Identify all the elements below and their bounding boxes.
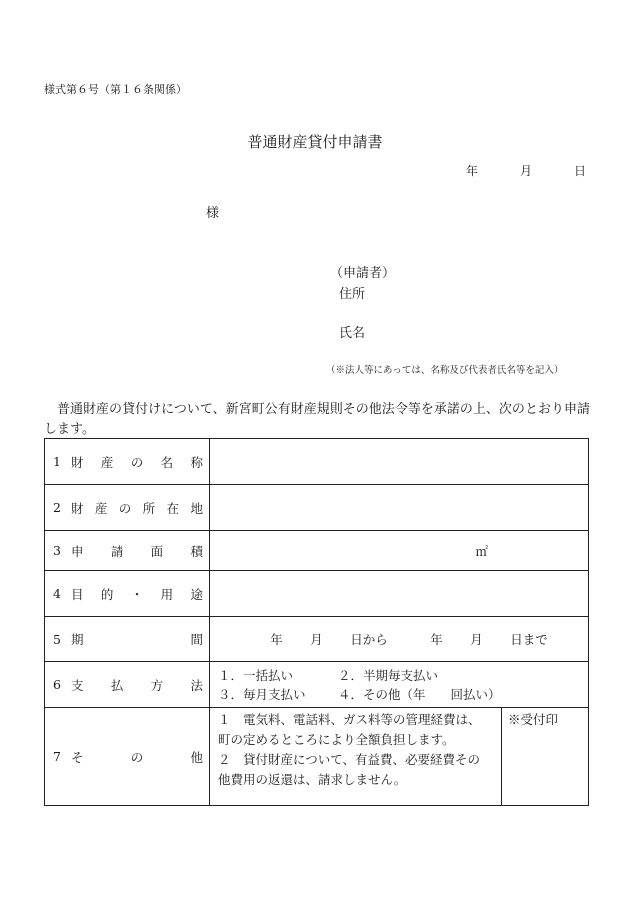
row-label bbox=[45, 571, 210, 617]
label-char: 法 bbox=[190, 677, 203, 693]
label-char: 財 bbox=[71, 500, 84, 516]
corporation-note: （※法人等にあっては、名称及び代表者氏名等を記入） bbox=[326, 365, 564, 376]
other-line: 他費用の返還は、請求しません。 bbox=[218, 772, 407, 787]
period-text bbox=[210, 630, 588, 648]
period-year-to: 年 bbox=[430, 632, 443, 647]
label-char: 在 bbox=[166, 500, 180, 516]
label-text bbox=[71, 676, 203, 694]
label-char: 方 bbox=[150, 677, 164, 693]
label-text bbox=[71, 748, 203, 766]
label-text bbox=[71, 585, 203, 603]
row-label bbox=[45, 708, 210, 806]
row-number: 6 bbox=[53, 677, 61, 692]
label-char: 目 bbox=[71, 586, 84, 602]
date-month: 月 bbox=[520, 164, 533, 178]
row-number: 2 bbox=[53, 500, 61, 515]
date-day: 日 bbox=[574, 164, 587, 178]
label-char: 他 bbox=[190, 749, 203, 765]
label-text bbox=[71, 542, 203, 560]
other-terms bbox=[210, 708, 502, 806]
row-number: 5 bbox=[53, 631, 61, 647]
pay-option-semiannual[interactable]: ２．半期毎支払い bbox=[338, 667, 439, 683]
other-line: １ 電気料、電話料、ガス料等の管理経費は、 bbox=[218, 712, 481, 727]
pay-option-lump-sum[interactable]: １．一括払い bbox=[218, 667, 294, 683]
name-label: 氏名 bbox=[339, 326, 366, 341]
label-char: 間 bbox=[190, 632, 203, 647]
label-char: 的 bbox=[100, 586, 114, 602]
form-number: 様式第６号（第１６条関係） bbox=[44, 83, 187, 96]
label-char: 産 bbox=[94, 500, 108, 516]
label-char: 請 bbox=[110, 543, 124, 559]
label-char: 用 bbox=[160, 586, 174, 602]
row-number: 3 bbox=[53, 543, 61, 558]
row-label bbox=[45, 662, 210, 708]
label-char: 名 bbox=[160, 454, 174, 470]
period-month-to: 月 bbox=[470, 632, 483, 647]
pay-option-other[interactable]: ４．その他（年 回払い） bbox=[338, 686, 501, 702]
row-number: 7 bbox=[53, 749, 61, 764]
other-line: ２ 貸付財産について、有益費、必要経費その bbox=[218, 752, 481, 767]
row-payment-method bbox=[45, 662, 589, 708]
label-text bbox=[71, 453, 203, 471]
row-number: 4 bbox=[53, 586, 61, 601]
label-char: の bbox=[130, 749, 144, 765]
property-name-field[interactable] bbox=[210, 439, 589, 485]
area-unit: ㎡ bbox=[475, 543, 488, 559]
period-day-from: 日から bbox=[350, 632, 388, 647]
label-char: 地 bbox=[190, 500, 203, 516]
property-location-field[interactable] bbox=[210, 485, 589, 531]
label-char: 称 bbox=[190, 454, 203, 470]
reception-stamp-label: ※受付印 bbox=[508, 712, 559, 727]
document-title: 普通財産貸付申請書 bbox=[247, 133, 383, 151]
label-char: 期 bbox=[71, 632, 84, 647]
label-char: 財 bbox=[71, 454, 84, 470]
label-char: そ bbox=[71, 749, 84, 765]
row-number: 1 bbox=[53, 454, 61, 469]
applicant-heading: （申請者） bbox=[330, 266, 396, 281]
pay-option-monthly[interactable]: ３．毎月支払い bbox=[218, 686, 306, 702]
row-label bbox=[45, 531, 210, 571]
application-table bbox=[44, 438, 589, 806]
period-field[interactable] bbox=[210, 617, 589, 662]
row-label bbox=[45, 439, 210, 485]
row-property-location bbox=[45, 485, 589, 531]
label-char: 積 bbox=[190, 543, 203, 559]
label-char: 途 bbox=[190, 586, 203, 602]
label-text bbox=[71, 630, 203, 648]
label-char: の bbox=[118, 500, 132, 516]
date-year: 年 bbox=[466, 164, 479, 178]
row-label bbox=[45, 617, 210, 662]
row-requested-area bbox=[45, 531, 589, 571]
label-char: 申 bbox=[71, 543, 84, 559]
row-other bbox=[45, 708, 589, 806]
period-month-from: 月 bbox=[310, 632, 323, 647]
reception-stamp-box bbox=[502, 708, 589, 806]
date-line bbox=[466, 162, 586, 179]
payment-method-field[interactable] bbox=[210, 662, 589, 708]
label-char: 産 bbox=[100, 454, 114, 470]
row-label bbox=[45, 485, 210, 531]
row-property-name bbox=[45, 439, 589, 485]
label-char: 所 bbox=[142, 500, 156, 516]
label-char: 支 bbox=[71, 677, 84, 693]
label-char: 払 bbox=[110, 677, 124, 693]
purpose-field[interactable] bbox=[210, 571, 589, 617]
label-text bbox=[71, 499, 203, 517]
address-label: 住所 bbox=[339, 287, 366, 302]
addressee-suffix: 様 bbox=[206, 206, 220, 221]
row-period bbox=[45, 617, 589, 662]
label-char: 面 bbox=[150, 543, 164, 559]
label-char: ・ bbox=[130, 586, 144, 602]
label-char: の bbox=[130, 454, 144, 470]
row-purpose bbox=[45, 571, 589, 617]
period-year-from: 年 bbox=[270, 632, 283, 647]
other-line: 町の定めるところにより全額負担します。 bbox=[218, 732, 455, 747]
intro-text: 普通財産の貸付けについて、新宮町公有財産規則その他法令等を承諾の上、次のとおり申請します。 bbox=[44, 402, 590, 437]
period-day-to: 日まで bbox=[510, 632, 548, 647]
requested-area-field[interactable] bbox=[210, 531, 589, 571]
